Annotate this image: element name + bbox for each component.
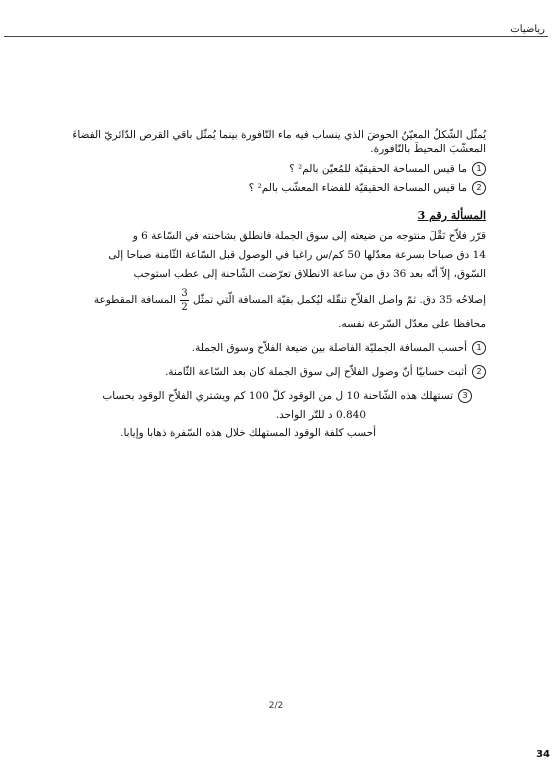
exercise-3 xyxy=(60,209,486,440)
subject-label: رياضيات xyxy=(510,24,545,35)
exercise-3-question-2-text: أثبت حسابيّا أنّ وصول الفلاّح إلى سوق الجملة كان بعد السّاعة الثّامنة. xyxy=(164,366,467,378)
fraction xyxy=(180,288,189,313)
question-number-2: 2 xyxy=(472,181,486,195)
exercise-3-statement xyxy=(60,227,486,284)
exercise-3-question-3-text: تستهلك هذه الشّاحنة 10 ل من الوقود كلّ 100 كم ويشتري الفلاّح الوقود بحساب xyxy=(102,390,453,402)
page-number: 2/2 xyxy=(268,701,284,711)
previous-exercise xyxy=(60,128,486,195)
statement-line-3: السّوق، إلاّ أنّه بعد 36 دق من ساعة الانطلاق تعرّضت الشّاحنة إلى عطب استوجب xyxy=(133,268,486,280)
header-rule xyxy=(4,36,548,37)
statement-line-2: 14 دق صباحا بسرعة معدّلها 50 كم/س راغبا في الوصول قبل السّاعة الثّامنة صباحا إلى xyxy=(108,249,486,261)
previous-question-2-text: ما قيس المساحة الحقيقيّة للفضاء المعشّب بالم² ؟ xyxy=(248,182,467,194)
exercise-3-question-2 xyxy=(60,365,486,379)
previous-question-1-text: ما قيس المساحة الحقيقيّة للمُعيّن بالم² ؟ xyxy=(289,163,467,175)
exercise-3-question-3 xyxy=(60,389,472,403)
previous-exercise-intro: يُمثّل الشّكلُ المعيّنُ الحوضَ الذي ينساب فيه ماء النّافورة بينما يُمثّل باقي القرص الدّائريّ الفضاءَ المعشّبَ المحيطَ بالنّافورة. xyxy=(72,129,486,155)
statement-line-1: قرّر فلاّح نَقْلَ منتوجه من ضيعته إلى سوق الجملة فانطلق بشاحنته في السّاعة 6 و xyxy=(132,230,486,242)
statement-line-4-start: إصلاحُه 35 دق. ثمّ واصل الفلاّح تنقّله ليُكمل بقيّة المسافة الّتي تمثّل xyxy=(193,294,486,306)
page-header xyxy=(0,0,552,40)
statement-line-4-end: المسافة المقطوعة xyxy=(93,294,176,306)
fraction-bar xyxy=(180,300,189,301)
statement-line-4 xyxy=(60,288,486,313)
fraction-numerator: 3 xyxy=(181,288,188,299)
previous-question-1 xyxy=(60,162,486,176)
exercise-3-question-3-task: أحسب كلفة الوقود المستهلك خلال هذه السّفرة ذهابا وإيابا. xyxy=(120,427,376,439)
previous-question-2 xyxy=(60,181,486,195)
exercise-3-question-1-text: أحسب المسافة الجمليّة الفاصلة بين ضيعة الفلاّح وسوق الجملة. xyxy=(191,342,467,354)
exercise-3-question-1 xyxy=(60,341,486,355)
question-number-1: 1 xyxy=(472,162,486,176)
fraction-denominator: 2 xyxy=(181,302,188,313)
statement-line-5: محافظا على معدّل السّرعة نفسه. xyxy=(338,318,486,330)
exercise-3-question-3-continued: 0.840 د للتّر الواحد. xyxy=(275,409,366,421)
document-body xyxy=(60,128,486,440)
question-number-1: 1 xyxy=(472,341,486,355)
exercise-3-title: المسألة رقم 3 xyxy=(417,209,486,222)
corner-page-number: 34 xyxy=(536,749,550,760)
question-number-2: 2 xyxy=(472,365,486,379)
question-number-3: 3 xyxy=(458,389,472,403)
